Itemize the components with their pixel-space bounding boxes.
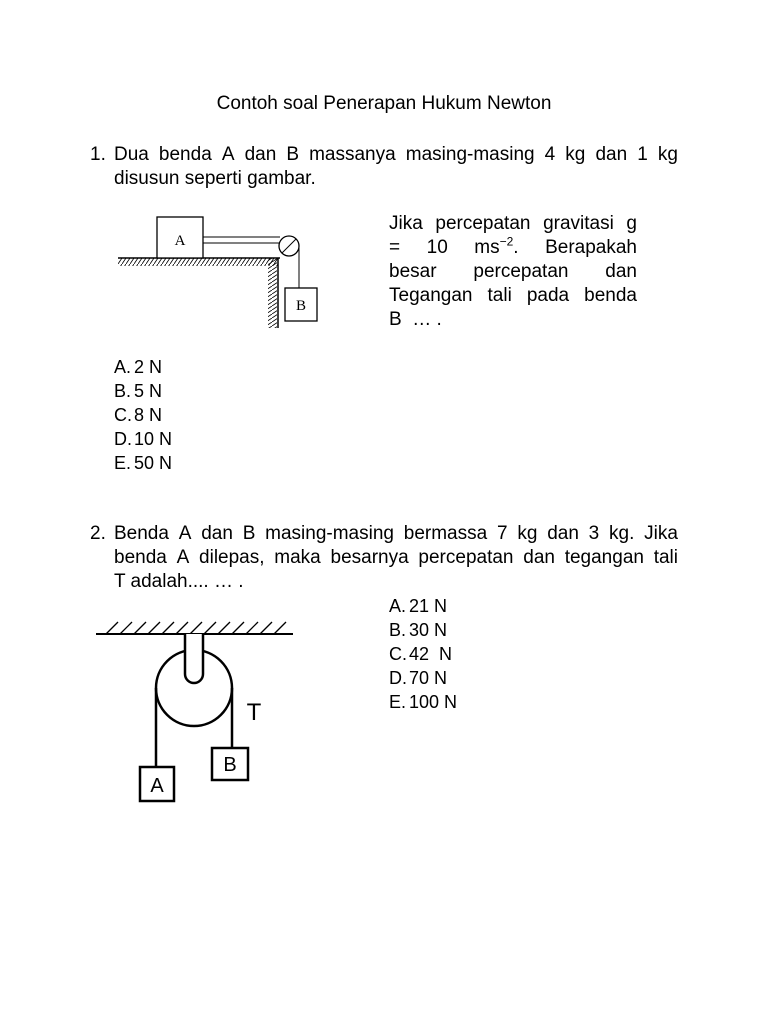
question-1-number: 1. — [90, 144, 106, 165]
question-1-line-1 — [114, 143, 678, 167]
option-text: 8 N — [134, 405, 163, 425]
word: g — [626, 213, 637, 234]
word: dan — [244, 144, 277, 165]
word: dan — [595, 144, 628, 165]
option-d[interactable] — [114, 427, 172, 451]
block-b-label: B — [223, 754, 237, 776]
word: benda — [158, 144, 212, 165]
prompt-unit-exponent: −2 — [499, 234, 514, 249]
word: benda — [584, 285, 637, 306]
question-2-line-2 — [114, 546, 678, 570]
word: dan — [523, 547, 555, 568]
option-text: 42 N — [409, 644, 453, 664]
word: dan — [605, 261, 637, 282]
option-c[interactable] — [114, 403, 172, 427]
block-a-label: A — [174, 233, 186, 249]
word: kg — [565, 144, 586, 165]
block-a-label: A — [150, 775, 164, 797]
question-1-line-2: disusun seperti gambar. — [114, 168, 316, 189]
word: A — [176, 547, 190, 568]
question-2-line-3: T adalah.... … . — [114, 571, 244, 592]
prompt-row-2 — [389, 236, 637, 260]
option-letter: A. — [114, 357, 132, 377]
page-title: Contoh soal Penerapan Hukum Newton — [216, 93, 552, 114]
word: percepatan — [473, 261, 569, 282]
question-1-options — [114, 355, 172, 475]
word: A — [178, 523, 192, 544]
word: gravitasi — [543, 213, 614, 234]
prompt-value: 10 — [426, 237, 448, 258]
option-text: 10 N — [134, 429, 173, 449]
word: kg — [657, 144, 678, 165]
option-a[interactable] — [114, 355, 172, 379]
option-text: 50 N — [134, 453, 173, 473]
option-b[interactable] — [389, 618, 457, 642]
word: dilepas, — [199, 547, 265, 568]
option-text: 70 N — [409, 668, 448, 688]
option-letter: C. — [389, 644, 407, 664]
word: 7 — [496, 523, 508, 544]
word: bermassa — [403, 523, 488, 544]
option-letter: B. — [389, 620, 407, 640]
question-2-line-1 — [114, 522, 678, 546]
word: massanya — [309, 144, 396, 165]
word: masing-masing — [405, 144, 535, 165]
word: 4 — [544, 144, 556, 165]
word: tali — [653, 547, 678, 568]
block-b-label: B — [295, 298, 307, 314]
word: tali — [487, 285, 512, 306]
word: masing-masing — [265, 523, 394, 544]
word: 1 — [637, 144, 648, 165]
word: B — [286, 144, 300, 165]
prompt-row-3 — [389, 260, 637, 284]
option-e[interactable] — [389, 690, 457, 714]
table-surface — [118, 258, 280, 266]
option-a[interactable] — [389, 594, 457, 618]
option-b[interactable] — [114, 379, 172, 403]
prompt-row-1 — [389, 212, 637, 236]
prompt-unit — [474, 236, 518, 260]
option-c[interactable] — [389, 642, 457, 666]
word: percepatan — [435, 213, 531, 234]
word: pada — [526, 285, 570, 306]
question-1-prompt — [389, 212, 637, 332]
word: benda — [114, 547, 167, 568]
option-text: 100 N — [409, 692, 458, 712]
word: dan — [547, 523, 579, 544]
word: Jika — [644, 523, 678, 544]
pulley-hanger — [185, 634, 203, 683]
word: Dua — [114, 144, 149, 165]
option-text: 5 N — [134, 381, 163, 401]
word: maka — [274, 547, 321, 568]
option-e[interactable] — [114, 451, 172, 475]
word: Jika — [389, 213, 423, 234]
word: dan — [201, 523, 233, 544]
prompt-question-word: Berapakah — [545, 237, 637, 258]
prompt-unit-base: ms — [474, 237, 500, 258]
question-2-figure — [90, 612, 300, 808]
ceiling — [96, 622, 293, 634]
word: B — [242, 523, 256, 544]
word: percepatan — [418, 547, 514, 568]
option-letter: A. — [389, 596, 407, 616]
word: tegangan — [564, 547, 644, 568]
word: Tegangan — [389, 285, 473, 306]
prompt-period: . — [513, 237, 519, 258]
option-letter: B. — [114, 381, 132, 401]
word: kg. — [609, 523, 635, 544]
question-1-figure — [110, 210, 330, 332]
option-text: 2 N — [134, 357, 163, 377]
option-letter: D. — [389, 668, 407, 688]
word: Benda — [114, 523, 169, 544]
option-letter: E. — [389, 692, 407, 712]
word: 3 — [588, 523, 600, 544]
question-2-number: 2. — [90, 523, 106, 544]
option-text: 21 N — [409, 596, 448, 616]
option-letter: C. — [114, 405, 132, 425]
word: kg — [517, 523, 538, 544]
option-text: 30 N — [409, 620, 448, 640]
prompt-equals: = — [389, 237, 401, 258]
option-d[interactable] — [389, 666, 457, 690]
table-wall — [268, 258, 278, 328]
question-2-options — [389, 594, 457, 714]
prompt-row-5: B … . — [389, 309, 442, 330]
word: A — [221, 144, 235, 165]
word: besar — [389, 261, 437, 282]
option-letter: D. — [114, 429, 132, 449]
tension-label: T — [246, 699, 262, 726]
option-letter: E. — [114, 453, 132, 473]
prompt-row-4 — [389, 284, 637, 308]
word: besarnya — [330, 547, 409, 568]
